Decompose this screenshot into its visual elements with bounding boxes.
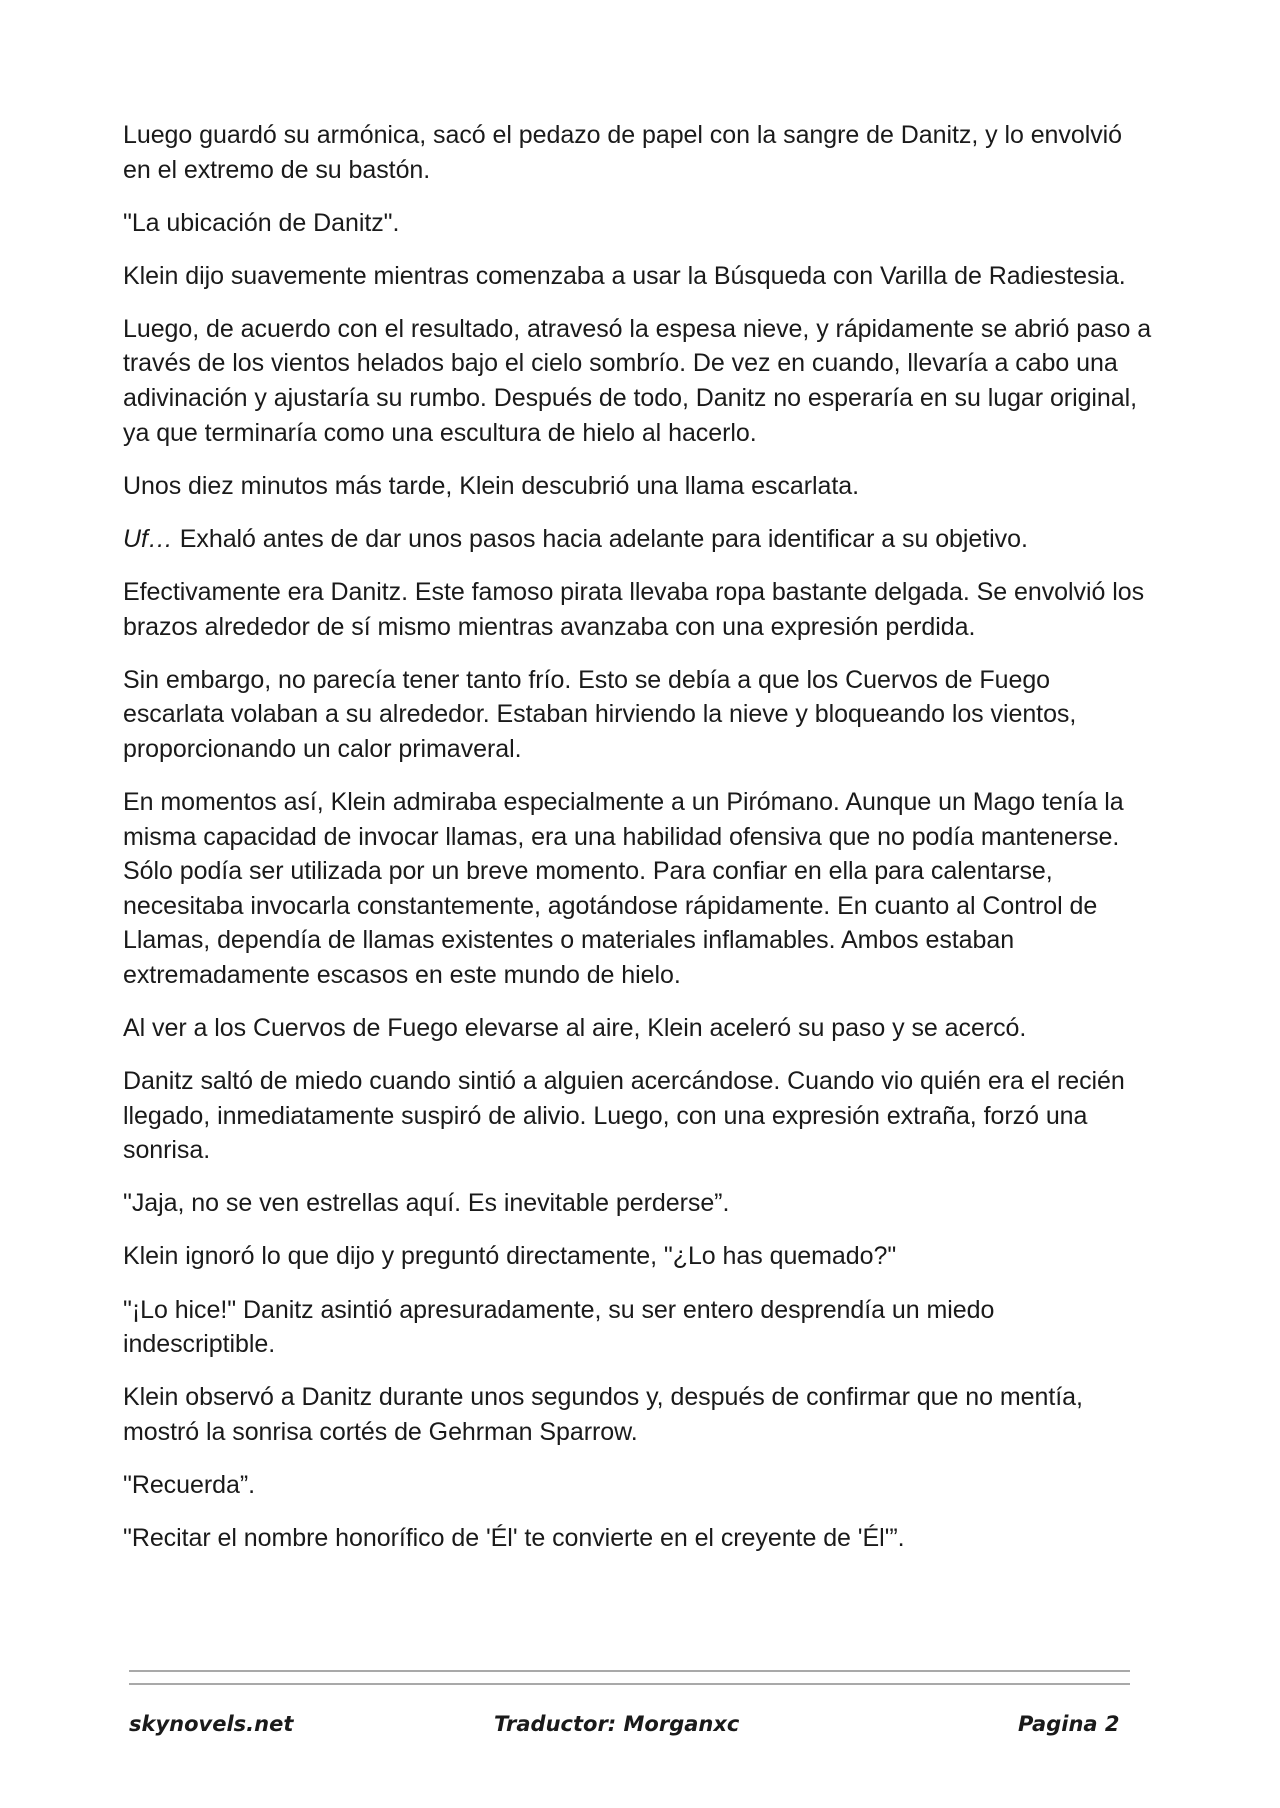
paragraph: En momentos así, Klein admiraba especialmente a un Pirómano. Aunque un Mago tenía la misma capacidad de invocar llamas, era una habilidad ofensiva que no podía mantenerse. Sólo podía ser utilizada por un breve momento. Para confiar en ella para calentarse, necesitaba invocarla constantemente, agotándose rápidamente. En cuanto al Control de Llamas, dependía de llamas existentes o materiales inflamables. Ambos estaban extremadamente escasos en este mundo de hielo. bbox=[123, 787, 1124, 989]
paragraph: Sin embargo, no parecía tener tanto frío. Esto se debía a que los Cuervos de Fuego escarlata volaban a su alrededor. Estaban hirviendo la nieve y bloqueando los vientos, proporcionando un calor primaveral. bbox=[123, 665, 1077, 763]
paragraph: "Recitar el nombre honorífico de 'Él' te convierte en el creyente de 'Él'”. bbox=[123, 1524, 905, 1552]
paragraph: "La ubicación de Danitz". bbox=[123, 208, 400, 237]
footer-divider-bottom bbox=[129, 1683, 1130, 1685]
paragraph: Klein observó a Danitz durante unos segundos y, después de confirmar que no mentía, mostró la sonrisa cortés de Gehrman Sparrow. bbox=[123, 1383, 1083, 1446]
paragraph-with-interjection bbox=[123, 522, 1153, 557]
footer-site-name: skynovels.net bbox=[129, 1712, 294, 1736]
paragraph: Efectivamente era Danitz. Este famoso pirata llevaba ropa bastante delgada. Se envolvió los brazos alrededor de sí mismo mientras avanzaba con una expresión perdida. bbox=[123, 577, 1145, 641]
italic-interjection: Uf… bbox=[123, 524, 173, 553]
paragraph: Unos diez minutos más tarde, Klein descubrió una llama escarlata. bbox=[123, 471, 860, 500]
footer-divider-top bbox=[129, 1670, 1130, 1672]
paragraph: "¡Lo hice!" Danitz asintió apresuradamente, su ser entero desprendía un miedo indescriptible. bbox=[123, 1295, 995, 1359]
paragraph: Luego, de acuerdo con el resultado, atravesó la espesa nieve, y rápidamente se abrió paso a través de los vientos helados bajo el cielo sombrío. De vez en cuando, llevaría a cabo una adivinación y ajustaría su rumbo. Después de todo, Danitz no esperaría en su lugar original, ya que terminaría como una escultura de hielo al hacerlo. bbox=[123, 314, 1152, 447]
paragraph: Klein ignoró lo que dijo y preguntó directamente, "¿Lo has quemado?" bbox=[123, 1242, 897, 1271]
paragraph: Al ver a los Cuervos de Fuego elevarse al aire, Klein aceleró su paso y se acercó. bbox=[123, 1013, 1027, 1042]
paragraph: "Recuerda”. bbox=[123, 1470, 255, 1499]
paragraph: Klein dijo suavemente mientras comenzaba a usar la Búsqueda con Varilla de Radiestesia. bbox=[123, 261, 1126, 290]
paragraph: "Jaja, no se ven estrellas aquí. Es inevitable perderse”. bbox=[123, 1189, 730, 1218]
paragraph: Danitz saltó de miedo cuando sintió a alguien acercándose. Cuando vio quién era el recién llegado, inmediatamente suspiró de alivio. Luego, con una expresión extraña, forzó una sonrisa. bbox=[123, 1067, 1125, 1165]
footer-page-number: Pagina 2 bbox=[1018, 1712, 1120, 1736]
footer-translator: Traductor: Morganxc bbox=[494, 1712, 740, 1736]
paragraph: Luego guardó su armónica, sacó el pedazo de papel con la sangre de Danitz, y lo envolvió en el extremo de su bastón. bbox=[123, 121, 1123, 184]
document-body bbox=[123, 118, 1153, 1574]
paragraph-text: Exhaló antes de dar unos pasos hacia adelante para identificar a su objetivo. bbox=[179, 524, 1028, 553]
